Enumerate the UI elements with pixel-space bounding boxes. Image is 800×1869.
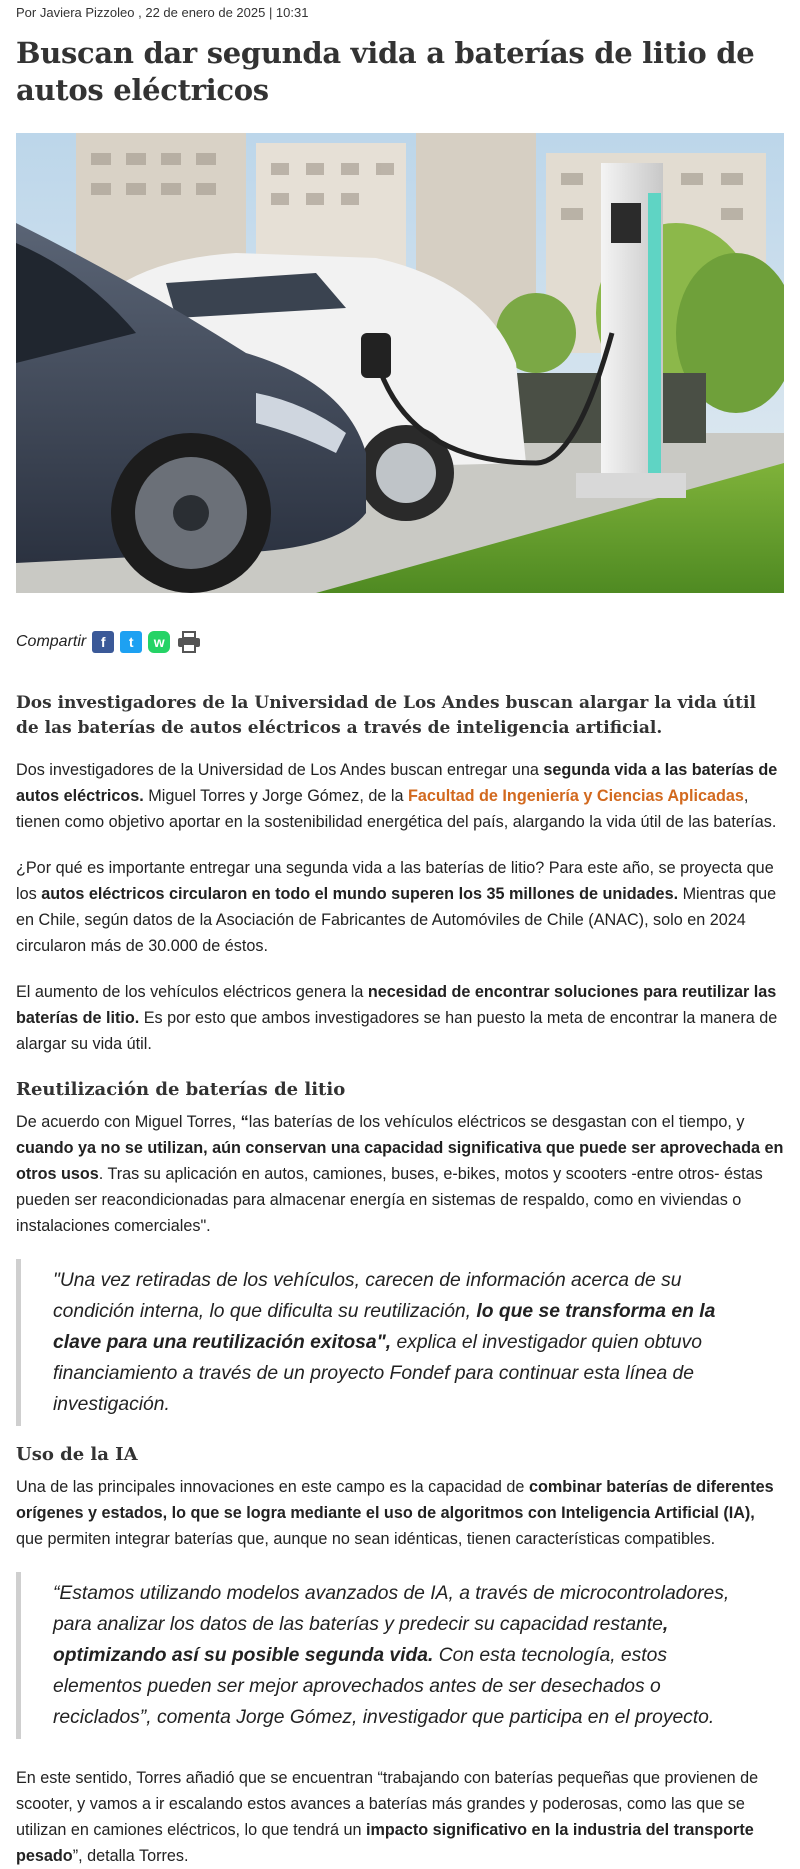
electric-car-charging-photo [16, 133, 784, 593]
print-icon[interactable] [176, 631, 202, 653]
twitter-icon[interactable]: t [120, 631, 142, 653]
paragraph-1: Dos investigadores de la Universidad de Los Andes buscan entregar una segunda vida a las baterías de autos eléctricos. Miguel Torres y Jorge Gómez, de la Facultad de Ingeniería y Ciencias Aplicadas, tienen como objetivo aportar en la sostenibilidad energética del país, alargando la vida útil de las baterías. [16, 761, 778, 831]
lead-paragraph: Dos investigadores de la Universidad de Los Andes buscan alargar la vida útil de las baterías de autos eléctricos a través de inteligencia artificial. [16, 693, 756, 738]
subheading-uso-ia: Uso de la IA [16, 1444, 138, 1465]
share-bar [16, 627, 784, 657]
faculty-link[interactable]: Facultad de Ingeniería y Ciencias Aplicadas [407, 787, 744, 805]
paragraph-3: El aumento de los vehículos eléctricos genera la necesidad de encontrar soluciones para reutilizar las baterías de litio. Es por esto que ambos investigadores se han puesto la meta de encontrar la manera de alargar su vida útil. [16, 983, 778, 1053]
article-title: Buscan dar segunda vida a baterías de litio de autos eléctricos [16, 36, 755, 107]
quote-2: “Estamos utilizando modelos avanzados de IA, a través de microcontroladores, para analizar los datos de las baterías y predecir su capacidad restante, optimizando así su posible segunda vida. Con esta tecnología, estos elementos pueden ser mejor aprovechados antes de ser desechados o reciclados”, comenta Jorge Gómez, investigador que participa en el proyecto. [16, 1572, 784, 1739]
share-label: Compartir [16, 633, 87, 650]
facebook-icon[interactable]: f [92, 631, 114, 653]
quote-1: "Una vez retiradas de los vehículos, carecen de información acerca de su condición interna, lo que dificulta su reutilización, lo que se transforma en la clave para una reutilización exitosa", explica el investigador quien obtuvo financiamiento a través de un proyecto Fondef para continuar esta línea de investigación. [16, 1259, 784, 1426]
subheading-reutilizacion: Reutilización de baterías de litio [16, 1079, 346, 1100]
hero-image [16, 133, 784, 593]
paragraph-5: Una de las principales innovaciones en este campo es la capacidad de combinar baterías de diferentes orígenes y estados, lo que se logra mediante el uso de algoritmos con Inteligencia Artificial (IA), que permiten integrar baterías que, aunque no sean idénticas, tienen características compatibles. [16, 1478, 774, 1548]
whatsapp-icon[interactable]: w [148, 631, 170, 653]
paragraph-6: En este sentido, Torres añadió que se encuentran “trabajando con baterías pequeñas que provienen de scooter, y vamos a ir escalando estos avances a baterías más grandes y poderosas, como las que se utilizan en camiones eléctricos, lo que tendrá un impacto significativo en la industria del transporte pesado”, detalla Torres. [16, 1769, 759, 1865]
paragraph-2: ¿Por qué es importante entregar una segunda vida a las baterías de litio? Para este año, se proyecta que los autos eléctricos circularon en todo el mundo superen los 35 millones de unidades. Mientras que en Chile, según datos de la Asociación de Fabricantes de Automóviles de Chile (ANAC), solo en 2024 circularon más de 30.000 de éstos. [16, 859, 777, 955]
byline: Por Javiera Pizzoleo , 22 de enero de 2025 | 10:31 [16, 5, 309, 20]
paragraph-4: De acuerdo con Miguel Torres, “las baterías de los vehículos eléctricos se desgastan con el tiempo, y cuando ya no se utilizan, aún conservan una capacidad significativa que puede ser aprovechada en otros usos. Tras su aplicación en autos, camiones, buses, e-bikes, motos y scooters -entre otros- éstas pueden ser reacondicionadas para almacenar energía en sistemas de respaldo, como en viviendas o instalaciones comerciales". [16, 1113, 784, 1235]
